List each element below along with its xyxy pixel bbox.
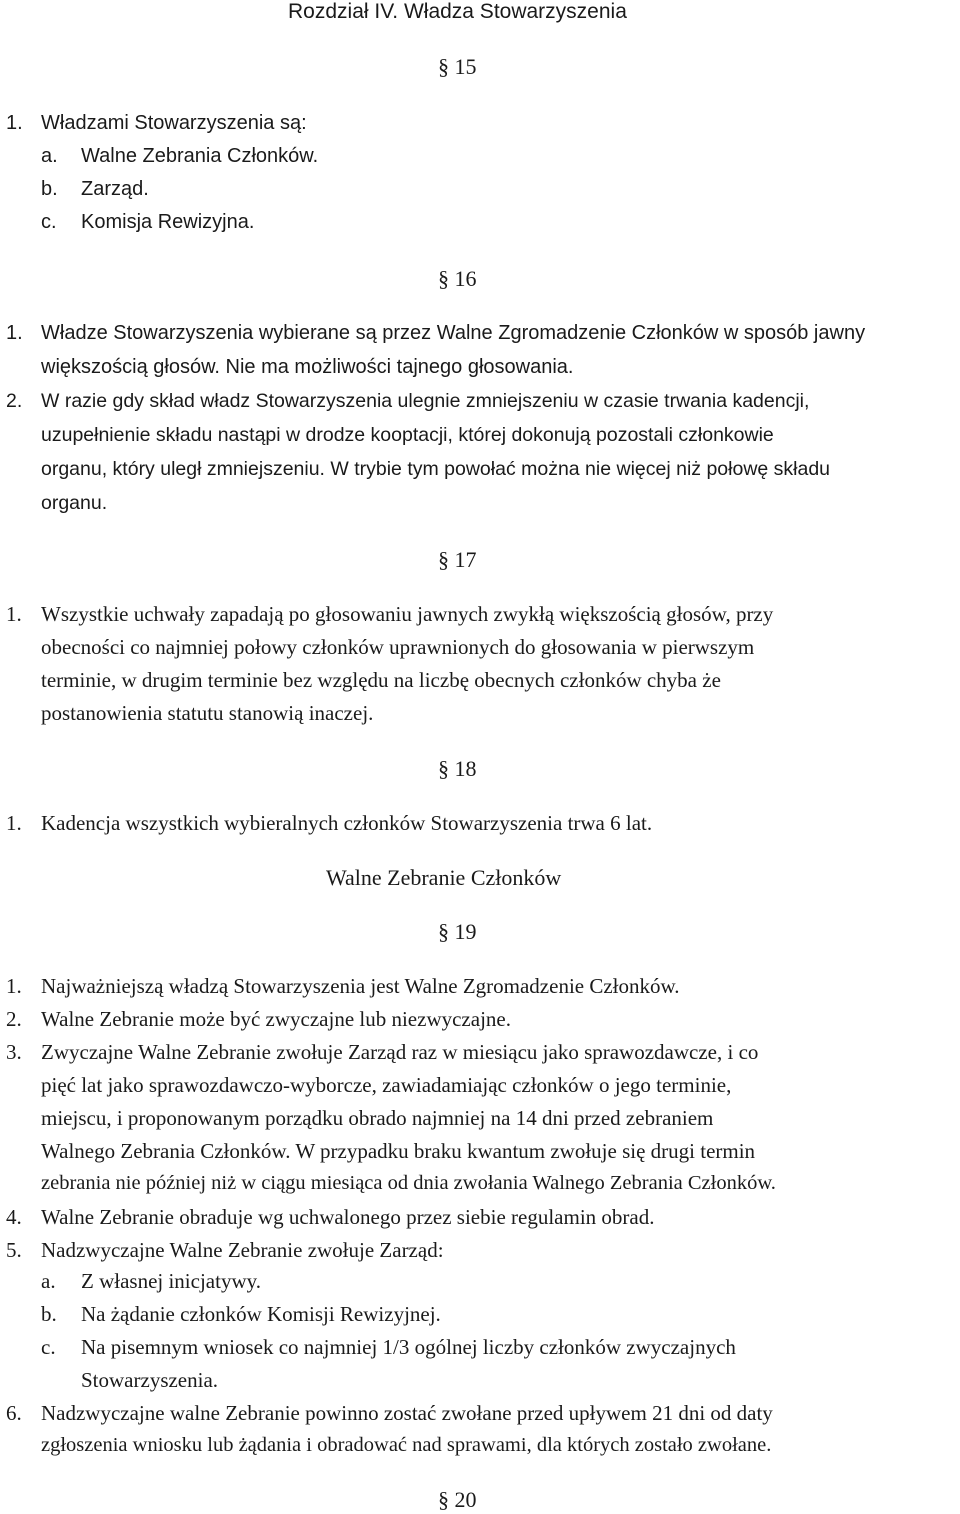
item-text: W razie gdy skład władz Stowarzyszenia ulegnie zmniejszeniu w czasie trwania kadencji,: [41, 390, 810, 412]
item-text: uzupełnienie składu nastąpi w drodze kooptacji, której dokonują pozostali członkowie: [41, 424, 774, 446]
item-text: Zwyczajne Walne Zebranie zwołuje Zarząd raz w miesiącu jako sprawozdawcze, i co: [41, 1040, 759, 1064]
item-number: 5.: [6, 1238, 22, 1262]
section-heading-19: § 19: [438, 919, 477, 944]
item-number: 1.: [6, 602, 22, 626]
item-text: Najważniejszą władzą Stowarzyszenia jest Walne Zgromadzenie Członków.: [41, 974, 680, 998]
section-heading-18: § 18: [438, 756, 477, 781]
item-number: 1.: [6, 112, 23, 134]
item-number: 1.: [6, 322, 23, 344]
sub-item-text: Na pisemnym wniosek co najmniej 1/3 ogólnej liczby członków zwyczajnych: [81, 1335, 736, 1359]
item-text: Władze Stowarzyszenia wybierane są przez Walne Zgromadzenie Członków w sposób jawny: [41, 322, 866, 344]
chapter-title: Rozdział IV. Władza Stowarzyszenia: [288, 0, 627, 23]
item-text: większością głosów. Nie ma możliwości tajnego głosowania.: [41, 356, 574, 378]
sub-item-text: Stowarzyszenia.: [81, 1368, 219, 1392]
item-number: 6.: [6, 1401, 22, 1425]
sub-item-letter: b.: [41, 178, 58, 200]
item-text: Nadzwyczajne walne Zebranie powinno zostać zwołane przed upływem 21 dni od daty: [41, 1401, 773, 1425]
item-number: 3.: [6, 1040, 22, 1064]
item-text: Nadzwyczajne Walne Zebranie zwołuje Zarząd:: [41, 1238, 444, 1262]
sub-item-text: Na żądanie członków Komisji Rewizyjnej.: [81, 1302, 441, 1326]
section-heading-16: § 16: [438, 266, 477, 291]
sub-item-letter: a.: [41, 145, 58, 167]
item-text: organu, który uległ zmniejszeniu. W trybie tym powołać można nie więcej niż połowę składu: [41, 458, 831, 480]
item-number: 2.: [6, 390, 23, 412]
sub-item-text: Komisja Rewizyjna.: [81, 211, 255, 233]
item-text: Walnego Zebrania Członków. W przypadku braku kwantum zwołuje się drugi termin: [41, 1139, 756, 1163]
item-text: organu.: [41, 492, 108, 514]
item-text: Walne Zebranie może być zwyczajne lub niezwyczajne.: [41, 1007, 511, 1031]
sub-item-text: Z własnej inicjatywy.: [81, 1269, 262, 1293]
item-number: 1.: [6, 974, 22, 998]
item-text: miejscu, i proponowanym porządku obrado najmniej na 14 dni przed zebraniem: [41, 1106, 714, 1130]
item-text: Walne Zebranie obraduje wg uchwalonego przez siebie regulamin obrad.: [41, 1205, 655, 1229]
item-text: pięć lat jako sprawozdawczo-wyborcze, zawiadamiając członków o jego terminie,: [41, 1073, 732, 1097]
subheading: Walne Zebranie Członków: [326, 865, 562, 890]
item-text: zgłoszenia wniosku lub żądania i obradować nad sprawami, dla których zostało zwołane.: [41, 1434, 772, 1456]
item-text: Wszystkie uchwały zapadają po głosowaniu jawnych zwykłą większością głosów, przy: [41, 602, 774, 626]
item-text: Władzami Stowarzyszenia są:: [41, 112, 307, 134]
section-heading-15: § 15: [438, 54, 477, 79]
sub-item-text: Zarząd.: [81, 178, 149, 200]
item-text: Kadencja wszystkich wybieralnych członków Stowarzyszenia trwa 6 lat.: [41, 811, 653, 835]
item-text: zebrania nie później niż w ciągu miesiąca od dnia zwołania Walnego Zebrania Członków.: [41, 1172, 776, 1194]
sub-item-text: Walne Zebrania Członków.: [81, 145, 319, 167]
sub-item-letter: c.: [41, 211, 57, 233]
item-number: 2.: [6, 1007, 22, 1031]
item-text: postanowienia statutu stanowią inaczej.: [41, 701, 374, 725]
item-number: 1.: [6, 811, 22, 835]
sub-item-letter: a.: [41, 1269, 56, 1293]
sub-item-letter: b.: [41, 1302, 57, 1326]
item-number: 4.: [6, 1205, 22, 1229]
section-heading-20: § 20: [438, 1487, 477, 1512]
item-text: obecności co najmniej połowy członków uprawnionych do głosowania w pierwszym: [41, 635, 755, 659]
item-text: terminie, w drugim terminie bez względu na liczbę obecnych członków chyba że: [41, 668, 721, 692]
section-heading-17: § 17: [438, 547, 477, 572]
sub-item-letter: c.: [41, 1335, 56, 1359]
